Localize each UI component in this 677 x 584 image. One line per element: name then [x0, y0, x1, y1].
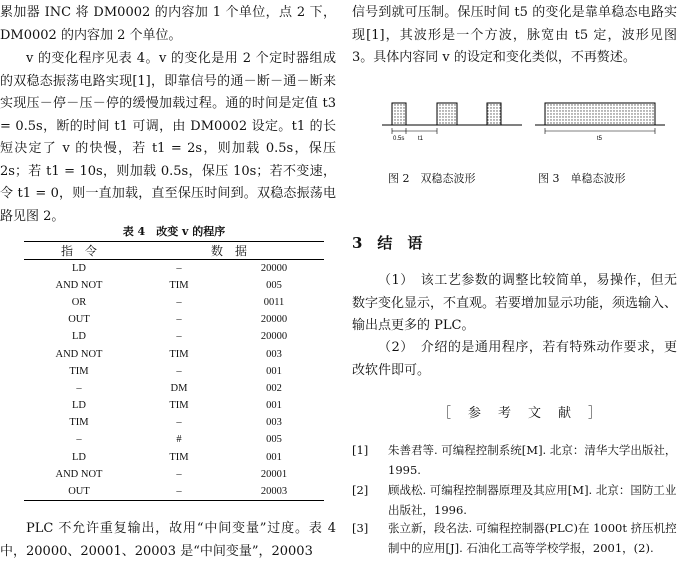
- cell-operand: –: [176, 314, 182, 326]
- cell-operand: TIM: [169, 348, 189, 360]
- cell-value: 20003: [224, 483, 324, 500]
- cell-value: 005: [266, 279, 282, 291]
- cell-operand: –: [176, 468, 182, 480]
- conclusion-para-2: （2） 介绍的是通用程序，若有特殊动作要求，更改软件即可。: [352, 340, 677, 378]
- cell-operand: TIM: [169, 400, 189, 412]
- cell-instruction: OUT: [68, 314, 90, 326]
- cell-instruction: LD: [72, 400, 86, 412]
- cell-value: 20000: [260, 314, 288, 326]
- fig3-monostable-waveform: [535, 95, 665, 145]
- cell-value: 002: [266, 382, 282, 394]
- cell-value: 003: [266, 417, 282, 429]
- cell-operand: –: [176, 331, 182, 343]
- fig2-pulse-1: [392, 103, 406, 125]
- cell-instruction: OR: [71, 296, 87, 308]
- cell-value: 003: [266, 348, 282, 360]
- program-table: [24, 241, 324, 501]
- cell-instruction: AND NOT: [55, 279, 103, 291]
- cell-operand: –: [176, 365, 182, 377]
- cell-instruction: TIM: [69, 417, 89, 429]
- reference-item: [352, 480, 677, 520]
- right-para-1: 信号到就可压制。保压时间 t5 的变化是靠单稳态电路实现[1]，其波形是一个方波，脉宽由 t5 定，波形见图 3。具体内容同 v 的设定和变化类似，不再赘述。: [352, 5, 677, 65]
- fig2-caption: 图 2 双稳态波形: [388, 172, 476, 185]
- conclusion-para-1: （1） 该工艺参数的调整比较简单，易操作，但无数字变化显示，不直观。若要增加显示功能，须选输入、输出点更多的 PLC。: [352, 273, 677, 333]
- cell-value: 005: [266, 434, 282, 446]
- left-para-3: PLC 不允许重复输出，故用“中间变量”过度。表 4 中，20000、20001、20003 是“中间变量”，20003: [0, 521, 336, 559]
- table-row: [24, 294, 324, 311]
- reference-item: [352, 518, 677, 558]
- cell-value: 001: [266, 400, 282, 412]
- reference-item: [352, 440, 677, 480]
- cell-instruction: AND NOT: [55, 348, 103, 360]
- reference-number: [1]: [352, 443, 369, 457]
- cell-instruction: –: [76, 382, 82, 394]
- left-para-1: 累加器 INC 将 DM0002 的内容加 1 个单位，点 2 下，DM0002 的内容加 2 个单位。: [0, 5, 336, 43]
- header-instruction: 指 令: [24, 242, 134, 260]
- cell-value: 20000: [260, 262, 288, 274]
- cell-operand: –: [176, 417, 182, 429]
- section-title-conclusion: 3 结 语: [352, 234, 423, 252]
- cell-instruction: LD: [72, 331, 86, 343]
- reference-text: 张立新，段名法. 可编程控制器(PLC)在 1000t 挤压机控制中的应用[J]. 石油化工高等学校学报，2001，(2).: [388, 521, 677, 555]
- reference-number: [2]: [352, 483, 369, 497]
- cell-instruction: LD: [72, 262, 86, 274]
- table-row: [24, 311, 324, 328]
- table-header-row: [24, 242, 324, 260]
- cell-operand: DM: [170, 382, 188, 394]
- table-row: [24, 380, 324, 397]
- cell-instruction: OUT: [24, 483, 134, 500]
- table-row: [24, 345, 324, 362]
- cell-operand: TIM: [169, 279, 189, 291]
- fig3-label-t5: t5: [597, 136, 603, 142]
- fig2-label-t1: t1: [418, 136, 424, 142]
- reference-text: 朱善君等. 可编程控制系统[M]. 北京：清华大学出版社，1995.: [388, 443, 677, 477]
- cell-operand: –: [134, 483, 224, 500]
- cell-instruction: –: [76, 434, 82, 446]
- fig2-bistable-waveform: [382, 95, 522, 145]
- table-row: [24, 414, 324, 431]
- cell-operand: TIM: [169, 451, 189, 463]
- table-row: [24, 260, 324, 277]
- fig2-pulse-3: [487, 103, 501, 125]
- table-row: [24, 397, 324, 414]
- references-title: ［ 参 考 文 献 ］: [438, 406, 604, 421]
- cell-operand: –: [176, 296, 182, 308]
- reference-text: 顾战松. 可编程控制器原理及其应用[M]. 北京：国防工业出版社，1996.: [388, 483, 677, 517]
- fig3-pulse: [545, 103, 655, 125]
- table-row: [24, 363, 324, 380]
- cell-instruction: AND NOT: [55, 468, 103, 480]
- fig2-label-t3: 0.5s: [393, 136, 405, 142]
- cell-instruction: TIM: [69, 365, 89, 377]
- cell-value: 001: [266, 365, 282, 377]
- cell-value: 001: [266, 451, 282, 463]
- table-caption: 表 4 改变 v 的程序: [122, 225, 226, 238]
- header-data: 数 据: [134, 242, 324, 260]
- table-row: [24, 483, 324, 500]
- cell-instruction: LD: [72, 451, 86, 463]
- fig3-caption: 图 3 单稳态波形: [538, 172, 626, 185]
- table-row: [24, 328, 324, 345]
- fig2-pulse-2: [437, 103, 457, 125]
- cell-value: 20000: [260, 331, 288, 343]
- table-row: [24, 466, 324, 483]
- table-row: [24, 449, 324, 466]
- cell-operand: –: [176, 262, 182, 274]
- cell-operand: #: [176, 434, 182, 446]
- table-row: [24, 431, 324, 448]
- cell-value: 0011: [263, 296, 285, 308]
- cell-value: 20001: [260, 468, 288, 480]
- table-row: [24, 277, 324, 294]
- left-para-2: v 的变化程序见表 4。v 的变化是用 2 个定时器组成的双稳态振荡电路实现[1]，即靠信号的通－断－通－断来实现压－停－压－停的缓慢加载过程。通的时间是定值 t3 = 0.5s，断的时间 t1 可调，由 DM0002 设定。t1 的长短决定了 v 的快慢，若 t1 = 2s，则加载 0.5s，保压 2s；若 t1 = 10s，则加载 0.5s，保压 10s；若不变速，令 t1 = 0，则一直加载，直至保压时间到。双稳态振荡电路见图 2。: [0, 51, 336, 224]
- reference-number: [3]: [352, 521, 369, 535]
